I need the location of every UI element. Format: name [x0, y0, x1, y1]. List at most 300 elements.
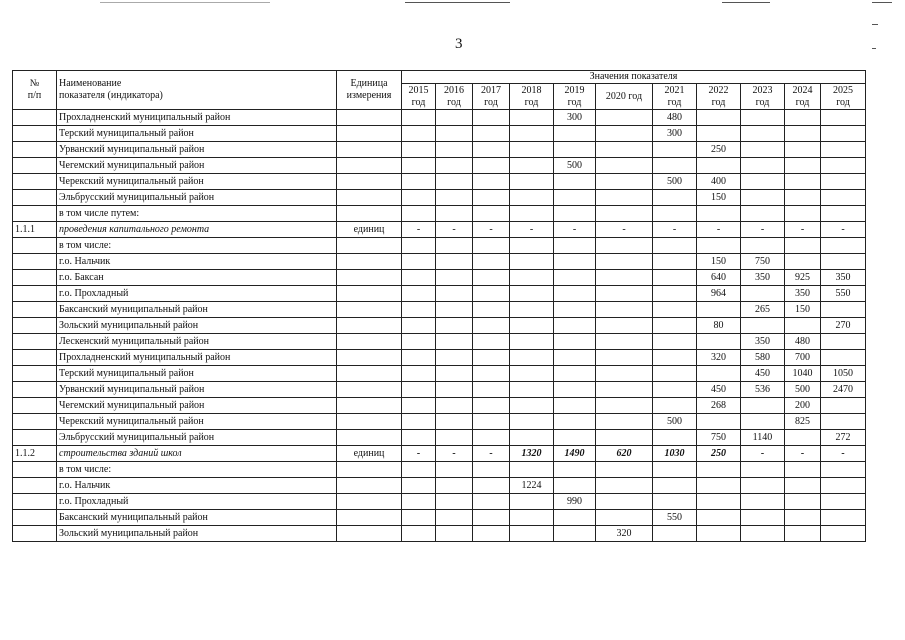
value-cell: [473, 142, 510, 158]
row-unit: [337, 254, 402, 270]
row-unit: [337, 238, 402, 254]
value-cell: [596, 238, 653, 254]
value-cell: [785, 110, 821, 126]
value-cell: [402, 398, 436, 414]
value-cell: [741, 286, 785, 302]
value-cell: -: [741, 222, 785, 238]
value-cell: [821, 238, 866, 254]
value-cell: [510, 350, 554, 366]
value-cell: [596, 174, 653, 190]
value-cell: [785, 494, 821, 510]
row-unit: единиц: [337, 222, 402, 238]
row-number: [13, 158, 57, 174]
row-name: Баксанский муниципальный район: [57, 510, 337, 526]
value-cell: [741, 478, 785, 494]
value-cell: -: [473, 222, 510, 238]
value-cell: 150: [697, 190, 741, 206]
value-cell: [653, 382, 697, 398]
value-cell: [510, 398, 554, 414]
value-cell: [510, 174, 554, 190]
value-cell: [473, 414, 510, 430]
row-unit: [337, 526, 402, 542]
value-cell: [510, 494, 554, 510]
value-cell: [653, 526, 697, 542]
value-cell: [596, 478, 653, 494]
value-cell: [402, 286, 436, 302]
value-cell: [510, 302, 554, 318]
value-cell: [596, 382, 653, 398]
value-cell: [741, 510, 785, 526]
row-name: Баксанский муниципальный район: [57, 302, 337, 318]
value-cell: [821, 494, 866, 510]
value-cell: [596, 318, 653, 334]
value-cell: [821, 190, 866, 206]
row-number: [13, 238, 57, 254]
value-cell: [697, 494, 741, 510]
row-name: в том числе:: [57, 238, 337, 254]
table-row: [13, 446, 866, 462]
row-unit: [337, 318, 402, 334]
value-cell: [402, 174, 436, 190]
value-cell: [596, 110, 653, 126]
value-cell: [554, 270, 596, 286]
value-cell: [436, 334, 473, 350]
value-cell: [436, 238, 473, 254]
value-cell: [473, 350, 510, 366]
value-cell: [402, 158, 436, 174]
value-cell: [653, 478, 697, 494]
table-row: [13, 206, 866, 222]
value-cell: [697, 510, 741, 526]
value-cell: [436, 126, 473, 142]
value-cell: [821, 478, 866, 494]
value-cell: [436, 158, 473, 174]
value-cell: [473, 238, 510, 254]
row-name: г.о. Баксан: [57, 270, 337, 286]
value-cell: [596, 270, 653, 286]
value-cell: [510, 510, 554, 526]
value-cell: [510, 126, 554, 142]
value-cell: [473, 270, 510, 286]
value-cell: [596, 190, 653, 206]
value-cell: [436, 398, 473, 414]
table-row: [13, 494, 866, 510]
value-cell: [402, 526, 436, 542]
value-cell: [554, 526, 596, 542]
value-cell: [653, 190, 697, 206]
value-cell: [402, 126, 436, 142]
value-cell: [402, 350, 436, 366]
value-cell: [436, 190, 473, 206]
row-unit: [337, 142, 402, 158]
page-number: 3: [455, 36, 463, 52]
row-unit: [337, 206, 402, 222]
value-cell: [402, 110, 436, 126]
value-cell: [741, 206, 785, 222]
value-cell: [596, 142, 653, 158]
value-cell: [436, 174, 473, 190]
value-cell: [697, 302, 741, 318]
row-unit: [337, 430, 402, 446]
value-cell: -: [436, 222, 473, 238]
value-cell: -: [402, 222, 436, 238]
row-unit: [337, 110, 402, 126]
header-number-text: № п/п: [27, 78, 42, 101]
row-number: [13, 254, 57, 270]
value-cell: [741, 174, 785, 190]
row-name: Эльбрусский муниципальный район: [57, 430, 337, 446]
value-cell: [697, 526, 741, 542]
row-number: [13, 302, 57, 318]
value-cell: [436, 206, 473, 222]
row-number: [13, 206, 57, 222]
row-name: Урванский муниципальный район: [57, 142, 337, 158]
value-cell: [436, 286, 473, 302]
value-cell: 200: [785, 398, 821, 414]
value-cell: [821, 398, 866, 414]
table-row: [13, 238, 866, 254]
value-cell: 1030: [653, 446, 697, 462]
value-cell: 550: [821, 286, 866, 302]
row-name: Чегемский муниципальный район: [57, 158, 337, 174]
value-cell: [402, 142, 436, 158]
value-cell: [821, 206, 866, 222]
value-cell: [821, 110, 866, 126]
value-cell: -: [785, 446, 821, 462]
value-cell: [697, 206, 741, 222]
value-cell: [554, 462, 596, 478]
value-cell: [510, 110, 554, 126]
row-number: [13, 190, 57, 206]
row-unit: [337, 350, 402, 366]
value-cell: 620: [596, 446, 653, 462]
value-cell: [402, 254, 436, 270]
row-name: в том числе:: [57, 462, 337, 478]
row-number: [13, 382, 57, 398]
row-name: Черекский муниципальный район: [57, 414, 337, 430]
value-cell: 640: [697, 270, 741, 286]
value-cell: 450: [741, 366, 785, 382]
value-cell: [554, 286, 596, 302]
header-year: 2020 год: [596, 84, 653, 110]
value-cell: [473, 382, 510, 398]
row-name: Терский муниципальный район: [57, 366, 337, 382]
value-cell: [402, 462, 436, 478]
value-cell: 350: [741, 270, 785, 286]
value-cell: [785, 190, 821, 206]
value-cell: [653, 494, 697, 510]
value-cell: 320: [596, 526, 653, 542]
value-cell: [785, 462, 821, 478]
value-cell: [554, 238, 596, 254]
value-cell: [436, 526, 473, 542]
value-cell: [741, 190, 785, 206]
value-cell: [821, 414, 866, 430]
value-cell: [653, 270, 697, 286]
value-cell: [402, 478, 436, 494]
value-cell: [473, 190, 510, 206]
value-cell: [653, 350, 697, 366]
table-row: [13, 526, 866, 542]
value-cell: [510, 190, 554, 206]
value-cell: [473, 494, 510, 510]
value-cell: [653, 254, 697, 270]
value-cell: [785, 126, 821, 142]
value-cell: 350: [821, 270, 866, 286]
value-cell: [596, 462, 653, 478]
row-unit: [337, 190, 402, 206]
value-cell: [473, 158, 510, 174]
value-cell: 964: [697, 286, 741, 302]
row-number: [13, 126, 57, 142]
value-cell: [436, 110, 473, 126]
row-unit: [337, 126, 402, 142]
value-cell: [402, 238, 436, 254]
value-cell: [741, 318, 785, 334]
value-cell: [554, 206, 596, 222]
value-cell: 550: [653, 510, 697, 526]
value-cell: 80: [697, 318, 741, 334]
row-number: [13, 414, 57, 430]
table-row: [13, 222, 866, 238]
value-cell: 250: [697, 142, 741, 158]
value-cell: [402, 494, 436, 510]
value-cell: [596, 430, 653, 446]
table-row: [13, 350, 866, 366]
value-cell: 825: [785, 414, 821, 430]
value-cell: [596, 398, 653, 414]
value-cell: [554, 174, 596, 190]
value-cell: [653, 302, 697, 318]
value-cell: [510, 286, 554, 302]
row-number: [13, 334, 57, 350]
value-cell: [697, 462, 741, 478]
row-name: Терский муниципальный район: [57, 126, 337, 142]
value-cell: [510, 254, 554, 270]
value-cell: 925: [785, 270, 821, 286]
value-cell: 500: [653, 414, 697, 430]
value-cell: [473, 174, 510, 190]
value-cell: -: [821, 446, 866, 462]
value-cell: [596, 494, 653, 510]
row-name: Черекский муниципальный район: [57, 174, 337, 190]
value-cell: [402, 190, 436, 206]
value-cell: [436, 382, 473, 398]
value-cell: [785, 478, 821, 494]
value-cell: 450: [697, 382, 741, 398]
value-cell: [596, 286, 653, 302]
value-cell: 500: [653, 174, 697, 190]
value-cell: [402, 302, 436, 318]
value-cell: [697, 334, 741, 350]
row-name: Эльбрусский муниципальный район: [57, 190, 337, 206]
row-name: Лескенский муниципальный район: [57, 334, 337, 350]
value-cell: [821, 174, 866, 190]
value-cell: [653, 158, 697, 174]
table-row: [13, 254, 866, 270]
value-cell: [653, 334, 697, 350]
value-cell: [436, 318, 473, 334]
value-cell: [436, 510, 473, 526]
value-cell: -: [741, 446, 785, 462]
row-number: [13, 494, 57, 510]
row-name: г.о. Нальчик: [57, 254, 337, 270]
row-number: [13, 142, 57, 158]
row-number: [13, 510, 57, 526]
value-cell: [653, 398, 697, 414]
header-name: [57, 71, 337, 110]
value-cell: [596, 158, 653, 174]
value-cell: [402, 270, 436, 286]
header-year: 2019 год: [554, 84, 596, 110]
value-cell: [436, 366, 473, 382]
value-cell: [821, 142, 866, 158]
value-cell: [473, 526, 510, 542]
row-number: [13, 318, 57, 334]
value-cell: [741, 462, 785, 478]
value-cell: 1224: [510, 478, 554, 494]
row-number: [13, 174, 57, 190]
value-cell: 350: [741, 334, 785, 350]
value-cell: [554, 190, 596, 206]
value-cell: [554, 414, 596, 430]
value-cell: [402, 382, 436, 398]
value-cell: [741, 398, 785, 414]
value-cell: [653, 286, 697, 302]
value-cell: [436, 414, 473, 430]
table-row: [13, 478, 866, 494]
row-unit: [337, 270, 402, 286]
header-year: 2016 год: [436, 84, 473, 110]
value-cell: [697, 126, 741, 142]
row-number: [13, 430, 57, 446]
value-cell: [436, 494, 473, 510]
value-cell: -: [596, 222, 653, 238]
row-name: Урванский муниципальный район: [57, 382, 337, 398]
value-cell: [596, 334, 653, 350]
row-number: 1.1.2: [13, 446, 57, 462]
header-unit-text: Единица измерения: [346, 78, 392, 101]
value-cell: [510, 414, 554, 430]
value-cell: [402, 414, 436, 430]
value-cell: 400: [697, 174, 741, 190]
value-cell: [473, 398, 510, 414]
row-unit: [337, 382, 402, 398]
value-cell: 750: [697, 430, 741, 446]
value-cell: 320: [697, 350, 741, 366]
value-cell: [510, 334, 554, 350]
value-cell: [554, 510, 596, 526]
row-name: г.о. Прохладный: [57, 494, 337, 510]
value-cell: 480: [785, 334, 821, 350]
value-cell: [554, 302, 596, 318]
value-cell: [554, 318, 596, 334]
row-name: г.о. Нальчик: [57, 478, 337, 494]
table-row: [13, 286, 866, 302]
value-cell: [473, 286, 510, 302]
value-cell: [697, 366, 741, 382]
row-name: Прохладненский муниципальный район: [57, 350, 337, 366]
row-number: [13, 398, 57, 414]
value-cell: -: [510, 222, 554, 238]
table-row: [13, 398, 866, 414]
value-cell: [785, 142, 821, 158]
table-row: [13, 334, 866, 350]
table-row: [13, 382, 866, 398]
value-cell: [436, 302, 473, 318]
value-cell: [554, 254, 596, 270]
value-cell: -: [821, 222, 866, 238]
header-year: 2024 год: [785, 84, 821, 110]
value-cell: 1320: [510, 446, 554, 462]
value-cell: [697, 158, 741, 174]
value-cell: [554, 350, 596, 366]
header-number: [13, 71, 57, 110]
value-cell: [653, 318, 697, 334]
value-cell: 990: [554, 494, 596, 510]
value-cell: [473, 478, 510, 494]
value-cell: [741, 238, 785, 254]
value-cell: [785, 238, 821, 254]
value-cell: 350: [785, 286, 821, 302]
value-cell: [697, 414, 741, 430]
value-cell: [821, 526, 866, 542]
value-cell: [821, 254, 866, 270]
header-name-text: Наименование показателя (индикатора): [59, 78, 163, 101]
value-cell: [653, 206, 697, 222]
value-cell: 1490: [554, 446, 596, 462]
value-cell: [741, 126, 785, 142]
row-number: [13, 350, 57, 366]
row-unit: единиц: [337, 446, 402, 462]
indicator-table: [12, 70, 866, 542]
value-cell: [785, 254, 821, 270]
row-number: [13, 110, 57, 126]
value-cell: [821, 158, 866, 174]
value-cell: 1050: [821, 366, 866, 382]
header-year: 2018 год: [510, 84, 554, 110]
value-cell: 2470: [821, 382, 866, 398]
value-cell: [741, 110, 785, 126]
value-cell: [596, 302, 653, 318]
value-cell: [554, 398, 596, 414]
value-cell: 480: [653, 110, 697, 126]
table-row: [13, 142, 866, 158]
value-cell: [821, 126, 866, 142]
value-cell: [510, 382, 554, 398]
value-cell: [510, 318, 554, 334]
value-cell: -: [785, 222, 821, 238]
value-cell: [741, 494, 785, 510]
value-cell: [785, 174, 821, 190]
table-row: [13, 302, 866, 318]
value-cell: [510, 430, 554, 446]
header-unit: [337, 71, 402, 110]
value-cell: 536: [741, 382, 785, 398]
row-name: Прохладненский муниципальный район: [57, 110, 337, 126]
value-cell: [402, 366, 436, 382]
value-cell: [596, 126, 653, 142]
value-cell: [436, 478, 473, 494]
value-cell: [554, 366, 596, 382]
value-cell: [473, 430, 510, 446]
table-row: [13, 158, 866, 174]
value-cell: [436, 430, 473, 446]
value-cell: 300: [653, 126, 697, 142]
row-unit: [337, 286, 402, 302]
value-cell: [821, 334, 866, 350]
table-row: [13, 270, 866, 286]
